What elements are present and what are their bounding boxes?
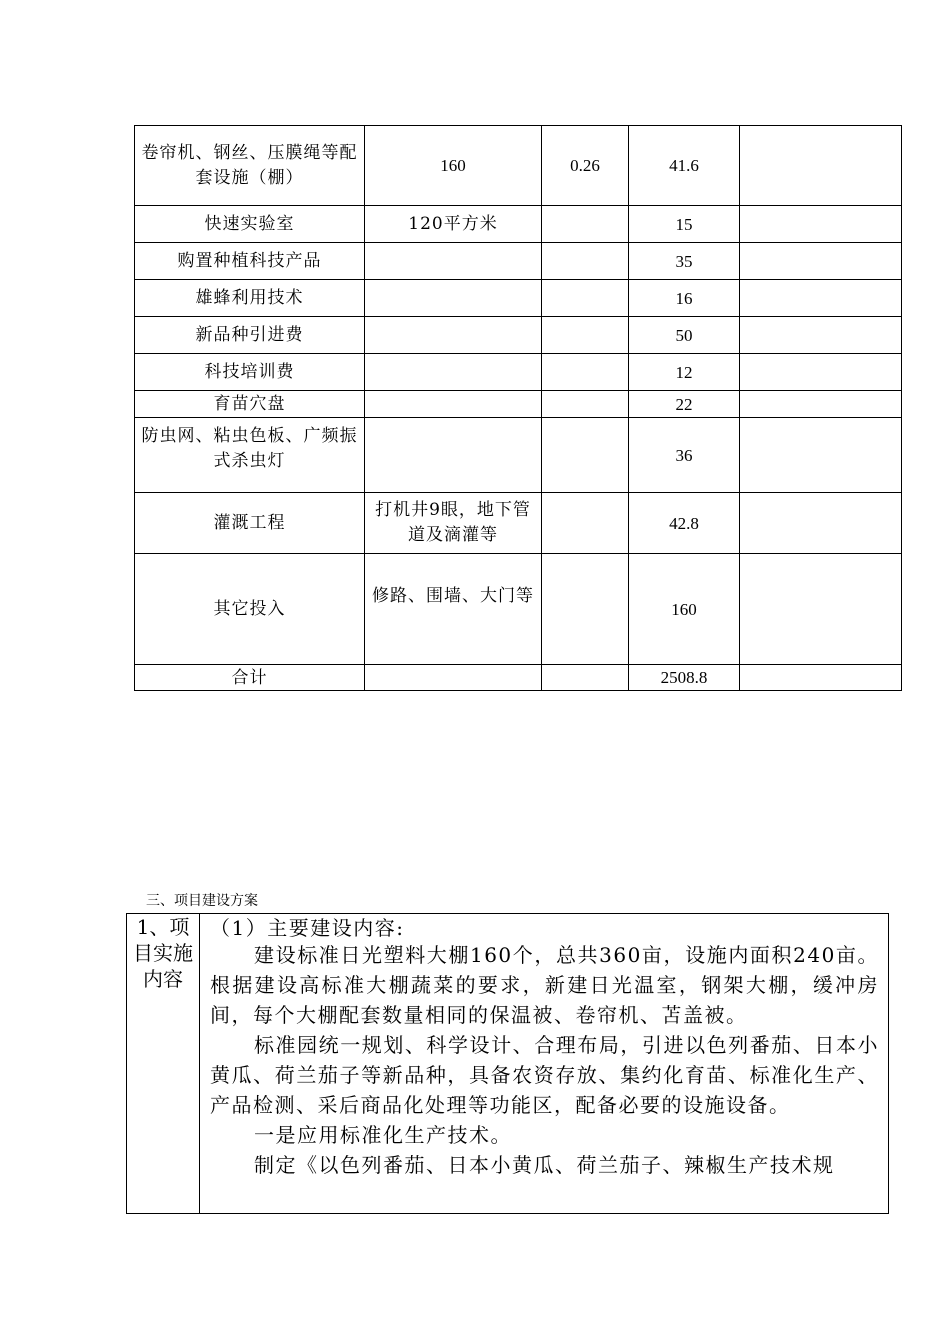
- table-row: [127, 914, 889, 1214]
- amount-cell: 16: [629, 280, 740, 317]
- unit-price-cell: [542, 418, 629, 493]
- total-amount-cell: 2508.8: [629, 665, 740, 691]
- unit-price-cell: 0.26: [542, 126, 629, 206]
- unit-price-cell: [542, 317, 629, 354]
- budget-table: [134, 125, 902, 691]
- table-row: [135, 391, 902, 418]
- plan-table: [126, 913, 889, 1214]
- amount-cell: 50: [629, 317, 740, 354]
- table-row: [135, 243, 902, 280]
- note-cell: [740, 418, 902, 493]
- amount-cell: 36: [629, 418, 740, 493]
- amount-cell: 15: [629, 206, 740, 243]
- note-cell: [740, 317, 902, 354]
- table-row: [135, 418, 902, 493]
- amount-cell: 42.8: [629, 493, 740, 554]
- plan-paragraph: 制定《以色列番茄、日本小黄瓜、荷兰茄子、辣椒生产技术规: [254, 1153, 835, 1177]
- item-cell: 雄蜂利用技术: [135, 280, 365, 317]
- item-cell: 育苗穴盘: [135, 391, 365, 418]
- table-row: [135, 206, 902, 243]
- table-row: [135, 126, 902, 206]
- plan-content-cell: [200, 914, 889, 1214]
- amount-cell: 22: [629, 391, 740, 418]
- item-cell: 新品种引进费: [135, 317, 365, 354]
- note-cell: [740, 206, 902, 243]
- note-cell: [740, 280, 902, 317]
- empty-cell: [740, 665, 902, 691]
- note-cell: [740, 126, 902, 206]
- quantity-cell: [365, 280, 542, 317]
- item-cell: 卷帘机、钢丝、压膜绳等配套设施（棚）: [135, 126, 365, 206]
- plan-body: [200, 914, 888, 1213]
- item-cell: 科技培训费: [135, 354, 365, 391]
- item-cell: 灌溉工程: [135, 493, 365, 554]
- section-heading: 三、项目建设方案: [146, 893, 258, 909]
- quantity-cell: [365, 391, 542, 418]
- note-cell: [740, 354, 902, 391]
- unit-price-cell: [542, 391, 629, 418]
- table-row: [135, 554, 902, 665]
- item-cell: 其它投入: [135, 554, 365, 665]
- plan-paragraph: 标准园统一规划、科学设计、合理布局，引进以色列番茄、日本小黄瓜、荷兰茄子等新品种，具备农资存放、集约化育苗、标准化生产、产品检测、采后商品化处理等功能区，配备必要的设施设备。: [210, 1033, 879, 1117]
- plan-label-cell: 1、项目实施内容: [127, 914, 200, 1214]
- amount-cell: 12: [629, 354, 740, 391]
- total-label-cell: 合计: [135, 665, 365, 691]
- quantity-cell: [365, 418, 542, 493]
- plan-paragraph: 一是应用标准化生产技术。: [254, 1123, 512, 1147]
- table-row: [135, 280, 902, 317]
- unit-price-cell: [542, 354, 629, 391]
- plan-subheading: （1）主要建设内容:: [210, 916, 405, 940]
- quantity-cell: [365, 354, 542, 391]
- note-cell: [740, 493, 902, 554]
- empty-cell: [365, 665, 542, 691]
- table-row: [135, 354, 902, 391]
- unit-price-cell: [542, 554, 629, 665]
- note-cell: [740, 554, 902, 665]
- plan-paragraph: 建设标准日光塑料大棚160个，总共360亩，设施内面积240亩。根据建设高标准大棚蔬菜的要求，新建日光温室，钢架大棚，缓冲房间，每个大棚配套数量相同的保温被、卷帘机、苫盖被。: [210, 943, 879, 1027]
- empty-cell: [542, 665, 629, 691]
- unit-price-cell: [542, 280, 629, 317]
- quantity-cell: [365, 243, 542, 280]
- quantity-cell: 修路、围墙、大门等: [365, 554, 542, 665]
- unit-price-cell: [542, 493, 629, 554]
- item-cell: 防虫网、粘虫色板、广频振式杀虫灯: [135, 418, 365, 493]
- note-cell: [740, 243, 902, 280]
- item-cell: 购置种植科技产品: [135, 243, 365, 280]
- table-row: [135, 317, 902, 354]
- quantity-cell: 打机井9眼，地下管道及滴灌等: [365, 493, 542, 554]
- note-cell: [740, 391, 902, 418]
- quantity-cell: 160: [365, 126, 542, 206]
- amount-cell: 41.6: [629, 126, 740, 206]
- total-row: [135, 665, 902, 691]
- item-cell: 快速实验室: [135, 206, 365, 243]
- table-row: [135, 493, 902, 554]
- amount-cell: 35: [629, 243, 740, 280]
- unit-price-cell: [542, 243, 629, 280]
- unit-price-cell: [542, 206, 629, 243]
- quantity-cell: 120平方米: [365, 206, 542, 243]
- quantity-cell: [365, 317, 542, 354]
- amount-cell: 160: [629, 554, 740, 665]
